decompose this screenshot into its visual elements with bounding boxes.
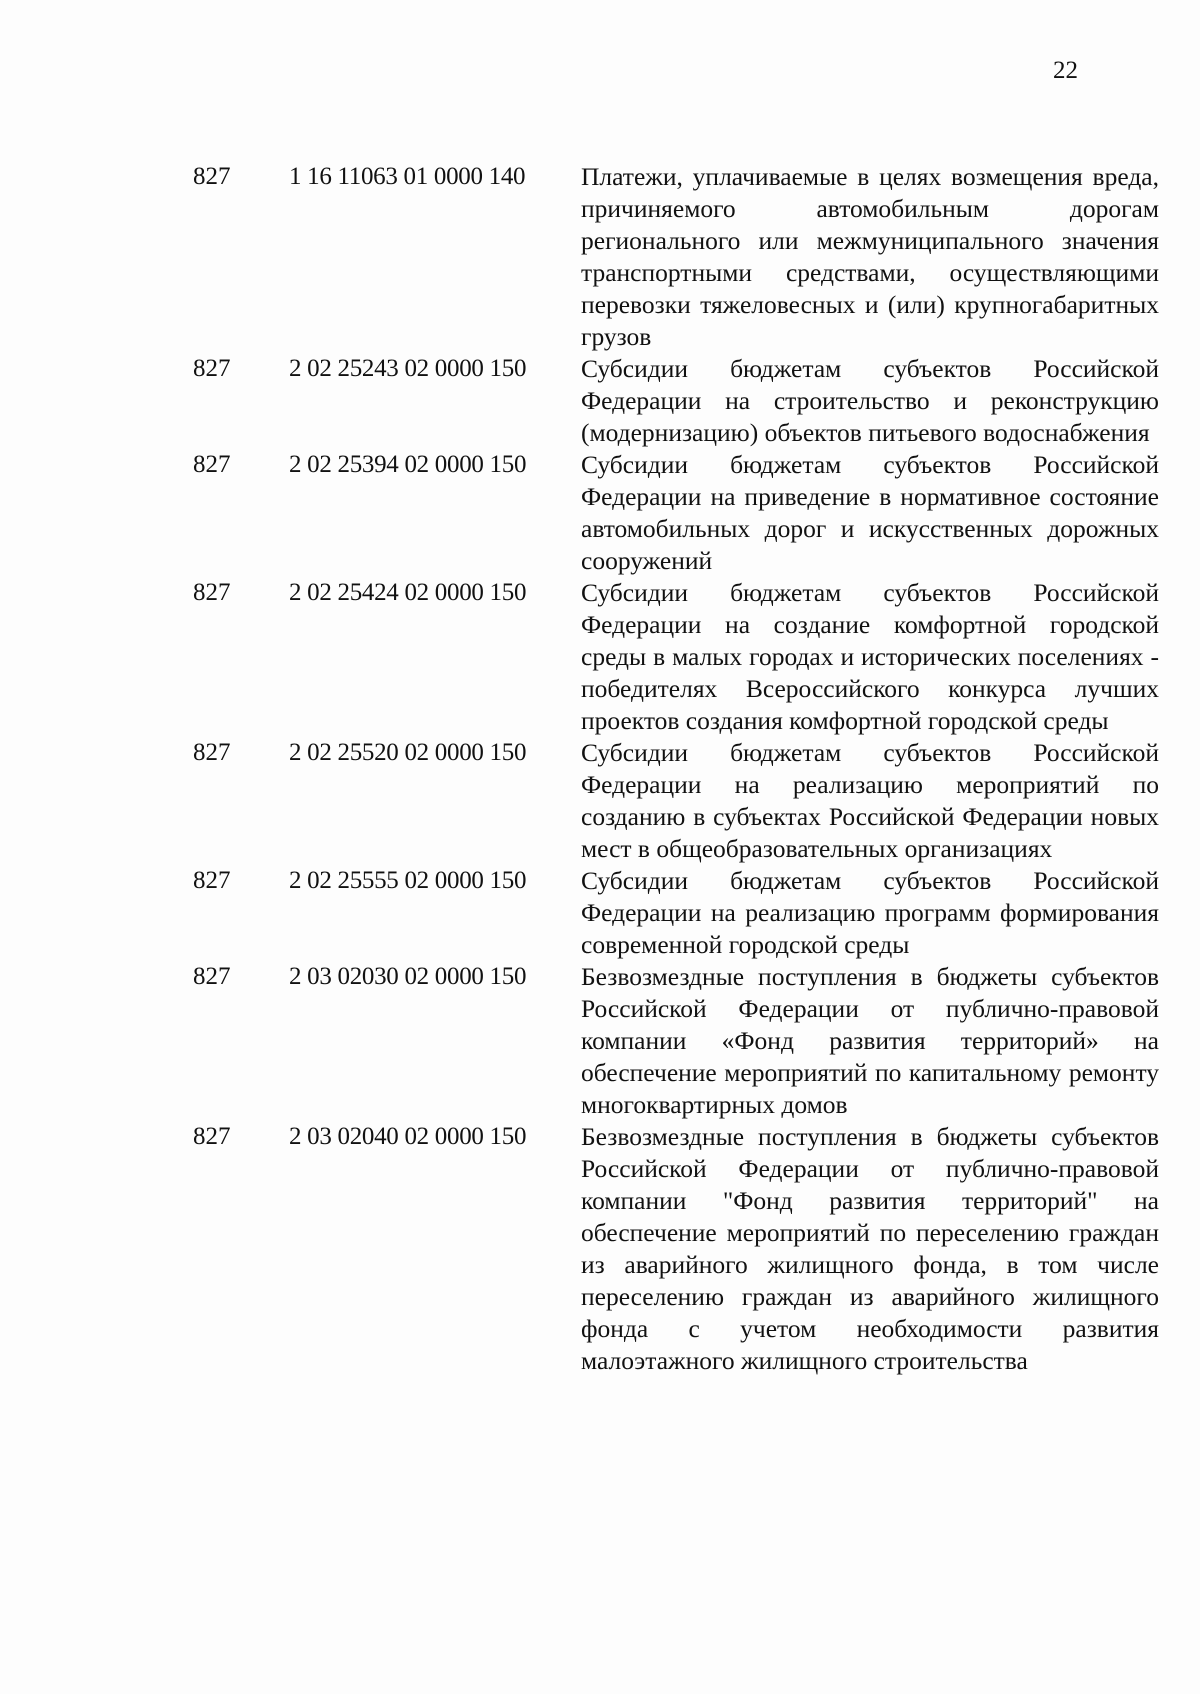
revenue-description: Субсидии бюджетам субъектов Российской Федерации на реализацию программ формирования современной городской среды [581,866,1159,959]
revenue-classification-code: 2 02 25424 02 0000 150 [289,579,527,606]
table-row [0,865,1200,961]
revenue-classification-code: 2 03 02030 02 0000 150 [289,963,527,990]
revenue-classification-code: 2 03 02040 02 0000 150 [289,1123,527,1150]
revenue-description: Субсидии бюджетам субъектов Российской Федерации на строительство и реконструкцию (модернизацию) объектов питьевого водоснабжения [581,354,1159,447]
table-row [0,449,1200,577]
administrator-code: 827 [193,355,231,382]
administrator-code: 827 [193,867,231,894]
revenue-classification-code: 2 02 25394 02 0000 150 [289,451,527,478]
administrator-code: 827 [193,963,231,990]
table-row [0,353,1200,449]
revenue-classification-code: 2 02 25520 02 0000 150 [289,739,527,766]
revenue-description: Субсидии бюджетам субъектов Российской Федерации на создание комфортной городской среды в малых городах и исторических поселениях - победителях Всероссийского конкурса лучших проектов создания комфортной городской среды [581,578,1159,735]
table-row [0,161,1200,353]
revenue-classification-code: 1 16 11063 01 0000 140 [289,163,526,190]
administrator-code: 827 [193,163,231,190]
revenue-description: Субсидии бюджетам субъектов Российской Федерации на реализацию мероприятий по созданию в субъектах Российской Федерации новых мест в общеобразовательных организациях [581,738,1159,863]
table-row [0,577,1200,737]
page-number: 22 [1053,57,1078,84]
administrator-code: 827 [193,739,231,766]
table-row [0,1121,1200,1377]
revenue-description: Субсидии бюджетам субъектов Российской Федерации на приведение в нормативное состояние автомобильных дорог и искусственных дорожных сооружений [581,450,1159,575]
revenue-description: Безвозмездные поступления в бюджеты субъектов Российской Федерации от публично-правовой компании "Фонд развития территорий" на обеспечение мероприятий по переселению граждан из аварийного жилищного фонда, в том числе переселению граждан из аварийного жилищного фонда с учетом необходимости развития малоэтажного жилищного строительства [581,1122,1159,1375]
revenue-classification-code: 2 02 25243 02 0000 150 [289,355,527,382]
revenue-code-table [0,161,1200,1377]
revenue-description: Платежи, уплачиваемые в целях возмещения вреда, причиняемого автомобильным дорогам регионального или межмуниципального значения транспортными средствами, осуществляющими перевозки тяжеловесных и (или) крупногабаритных грузов [581,162,1159,351]
revenue-description: Безвозмездные поступления в бюджеты субъектов Российской Федерации от публично-правовой компании «Фонд развития территорий» на обеспечение мероприятий по капитальному ремонту многоквартирных домов [581,962,1159,1119]
revenue-classification-code: 2 02 25555 02 0000 150 [289,867,527,894]
administrator-code: 827 [193,579,231,606]
administrator-code: 827 [193,1123,231,1150]
administrator-code: 827 [193,451,231,478]
table-row [0,737,1200,865]
table-row [0,961,1200,1121]
